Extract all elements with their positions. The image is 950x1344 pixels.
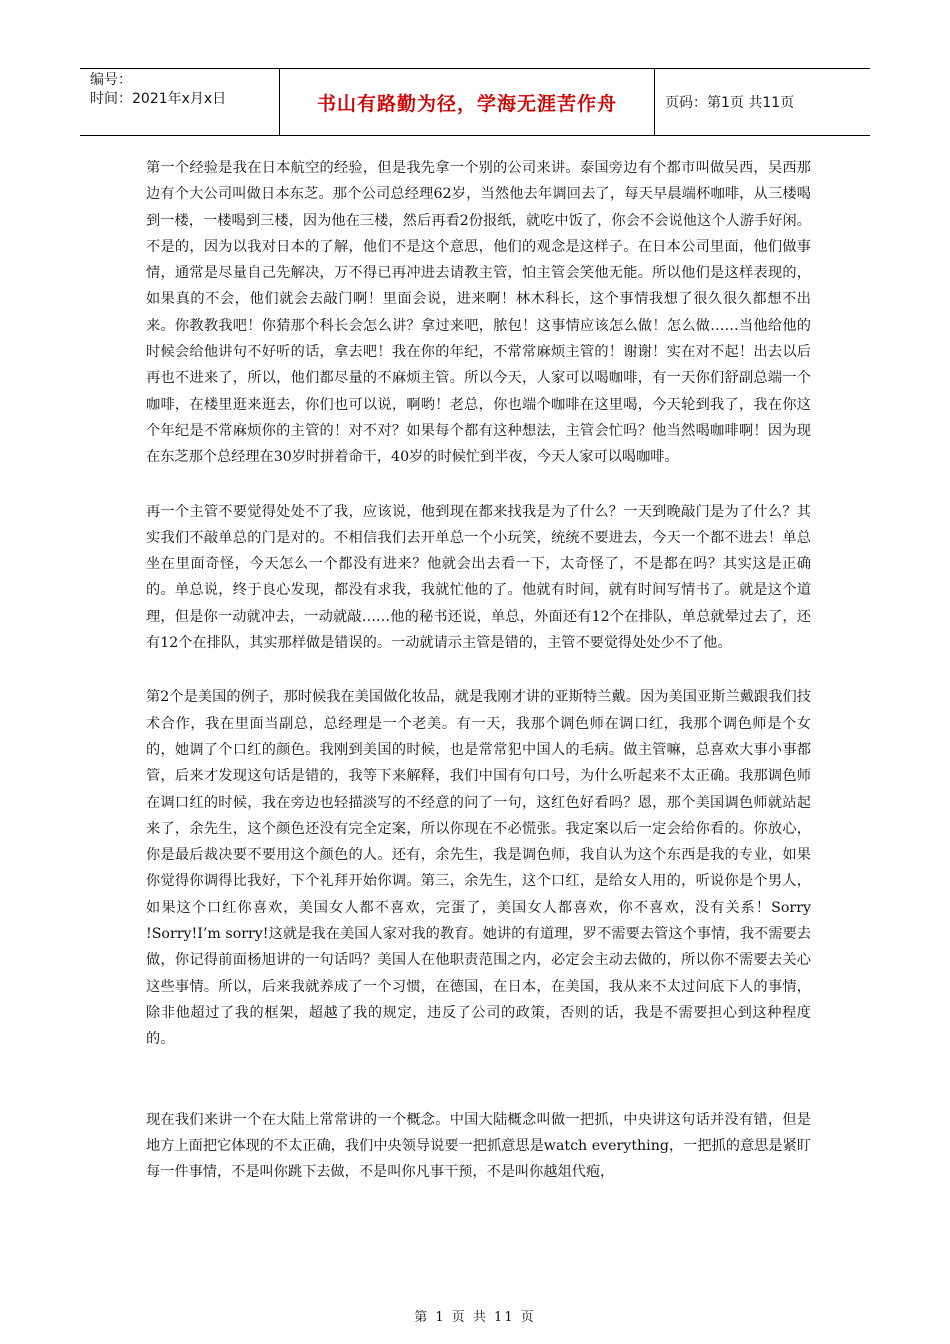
document-body <box>146 155 811 1213</box>
page-footer: 第 1 页 共 11 页 <box>414 1310 536 1325</box>
document-date: 时间：2021年x月x日 <box>90 91 227 107</box>
paragraph: 第一个经验是我在日本航空的经验，但是我先拿一个别的公司来讲。泰国旁边有个都市叫做吴西，吴西那边有个大公司叫做日本东芝。那个公司总经理62岁，当然他去年调回去了，每天早晨端杯咖啡，从三楼喝到一楼，一楼喝到三楼，因为他在三楼，然后再看2份报纸，就吃中饭了，你会不会说他这个人游手好闲。不是的，因为以我对日本的了解，他们不是这个意思，他们的观念是这样子。在日本公司里面，他们做事情，通常是尽量自己先解决，万不得已再冲进去请教主管，怕主管会笑他无能。所以他们是这样表现的，如果真的不会，他们就会去敲门啊！里面会说，进来啊！林木科长，这个事情我想了很久很久都想不出来。你教教我吧！你猜那个科长会怎么讲？拿过来吧，脓包！这事情应该怎么做！怎么做……当他给他的时候会给他讲句不好听的话，拿去吧！我在你的年纪，不常常麻烦主管的！谢谢！实在对不起！出去以后再也不进来了，所以，他们都尽量的不麻烦主管。所以今天，人家可以喝咖啡，有一天你们舒副总端一个咖啡，在楼里逛来逛去，你们也可以说，啊哟！老总，你也端个咖啡在这里喝，今天轮到我了，我在你这个年纪是不常麻烦你的主管的！对不对？如果每个都有这种想法，主管会忙吗？他当然喝咖啡啊！因为现在东芝那个总经理在30岁时拼着命干，40岁的时候忙到半夜，今天人家可以喝咖啡。 <box>146 160 811 466</box>
paragraph: 第2个是美国的例子，那时候我在美国做化妆品，就是我刚才讲的亚斯特兰戴。因为美国亚斯兰戴跟我们技术合作，我在里面当副总，总经理是一个老美。有一天，我那个调色师在调口红，我那个调色师是个女的，她调了个口红的颜色。我刚到美国的时候，也是常常犯中国人的毛病。做主管嘛，总喜欢大事小事都管，后来才发现这句话是错的，我等下来解释，我们中国有句口号，为什么听起来不太正确。我那调色师在调口红的时候，我在旁边也轻描淡写的不经意的问了一句，这红色好看吗？恩，那个美国调色师就站起来了，余先生，这个颜色还没有完全定案，所以你现在不必慌张。我定案以后一定会给你看的。你放心，你是最后裁决要不要用这个颜色的人。还有，余先生，我是调色师，我自认为这个东西是我的专业，如果你觉得你调得比我好，下个礼拜开始你调。第三，余先生，这个口红，是给女人用的，听说你是个男人，如果这个口红你喜欢，美国女人都不喜欢，完蛋了，美国女人都喜欢，你不喜欢，没有关系！Sorry !Sorry!I’m sorry!这就是我在美国人家对我的教育。她讲的有道理，罗不需要去管这个事情，我不需要去做，你记得前面杨旭讲的一句话吗？美国人在他职责范围之内，必定会主动去做的，所以你不需要去关心这些事情。所以，后来我就养成了一个习惯，在德国，在日本，在美国，我从来不太过问底下人的事情，除非他超过了我的框架，超越了我的规定，违反了公司的政策，否则的话，我是不需要担心到这种程度的。 <box>146 689 811 1048</box>
paragraph: 再一个主管不要觉得处处不了我，应该说，他到现在都来找我是为了什么？一天到晚敲门是为了什么？其实我们不敲单总的门是对的。不相信我们去开单总一个小玩笑，统统不要进去，今天一个都不进去！单总坐在里面奇怪，今天怎么一个都没有进来？他就会出去看一下，太奇怪了，不是都在吗？其实这是正确的。单总说，终于良心发现，都没有求我，我就忙他的了。他就有时间，就有时间写情书了。就是这个道理，但是你一动就冲去，一动就敲……他的秘书还说，单总，外面还有12个在排队，单总就晕过去了，还有12个在排队，其实那样做是错误的。一动就请示主管是错的，主管不要觉得处处少不了他。 <box>146 503 811 652</box>
header-meta <box>80 69 280 135</box>
paragraph: 现在我们来讲一个在大陆上常常讲的一个概念。中国大陆概念叫做一把抓，中央讲这句话并没有错，但是地方上面把它体现的不太正确，我们中央领导说要一把抓意思是watch everything，一把抓的意思是紧盯每一件事情，不是叫你跳下去做，不是叫你凡事干预，不是叫你越俎代疱， <box>146 1111 811 1181</box>
document-number-label: 编号： <box>90 72 132 88</box>
page-header <box>80 68 870 136</box>
header-motto: 书山有路勤为径，学海无涯苦作舟 <box>280 69 655 135</box>
header-page-number: 页码：第1页 共11页 <box>665 95 795 111</box>
